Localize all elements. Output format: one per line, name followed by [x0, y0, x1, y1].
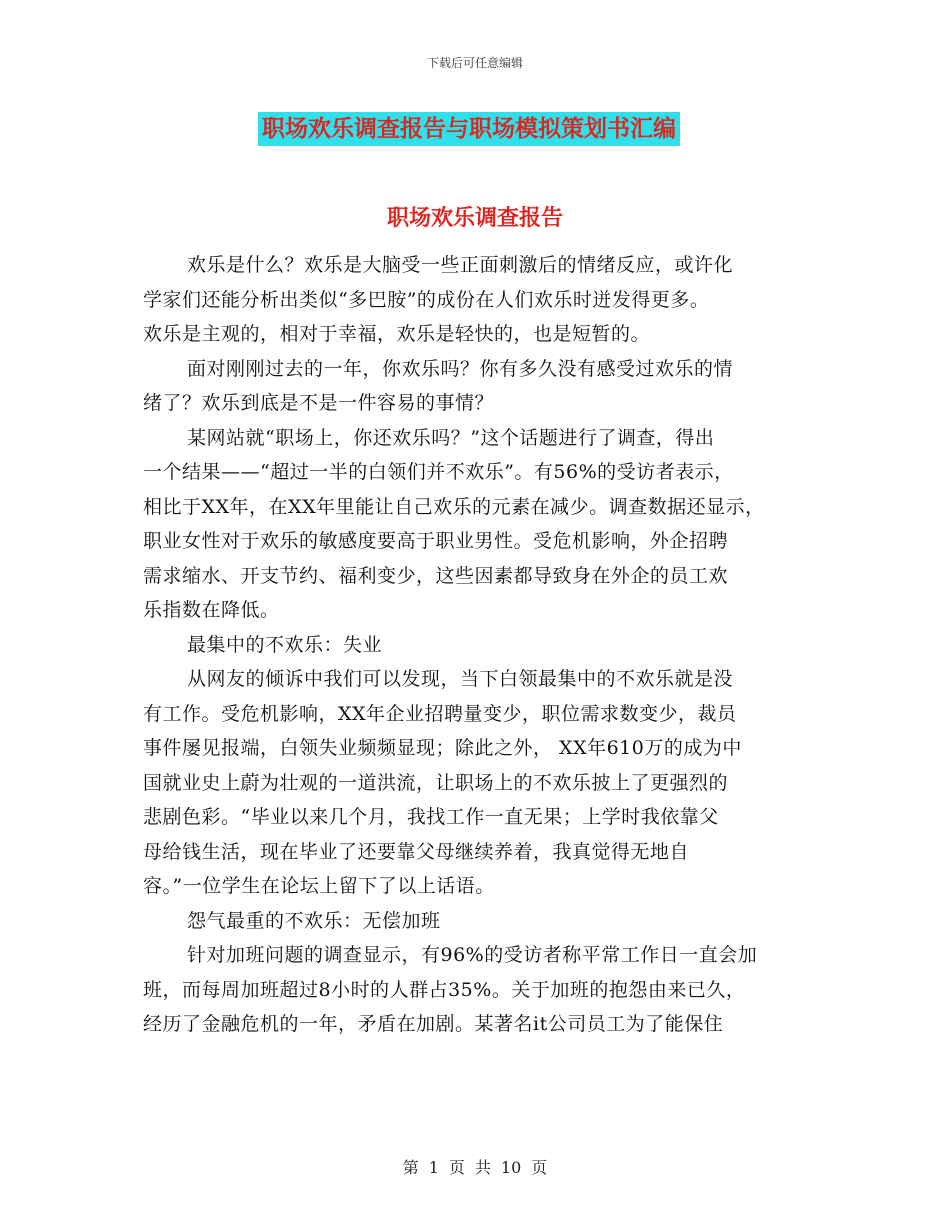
paragraph-line: 绪了？欢乐到底是不是一件容易的事情？	[143, 392, 495, 414]
page-number: 1	[428, 1158, 439, 1177]
footer-page-word: 页	[448, 1158, 465, 1177]
paragraph-line: 欢乐是什么？欢乐是大脑受一些正面刺激后的情绪反应，或许化	[187, 254, 734, 276]
paragraph-line: 班，而每周加班超过8小时的人群占35%。关于加班的抱怨由来已久，	[143, 978, 746, 1001]
paragraph-line: 容。”一位学生在论坛上留下了以上话语。	[143, 875, 495, 897]
paragraph-line: 职业女性对于欢乐的敏感度要高于职业男性。受危机影响，外企招聘	[143, 530, 729, 552]
footer-total-word: 共	[474, 1158, 491, 1177]
paragraph-line: 需求缩水、开支节约、福利变少，这些因素都导致身在外企的员工欢	[143, 564, 729, 587]
paragraph-line: 国就业史上蔚为壮观的一道洪流，让职场上的不欢乐披上了更强烈的	[143, 771, 729, 794]
header-note: 下载后可任意编辑	[426, 56, 523, 70]
paragraph-line: 悲剧色彩。“毕业以来几个月，我找工作一直无果；上学时我依靠父	[143, 806, 719, 828]
section-title: 职场欢乐调查报告	[386, 205, 563, 231]
paragraph-line: 欢乐是主观的，相对于幸福，欢乐是轻快的，也是短暂的。	[143, 323, 651, 345]
paragraph-line: 面对刚刚过去的一年，你欢乐吗？你有多久没有感受过欢乐的情	[187, 357, 734, 380]
paragraph-line: 母给钱生活，现在毕业了还要靠父母继续养着，我真觉得无地自	[143, 840, 690, 863]
body-text	[143, 248, 813, 1042]
footer-prefix: 第	[402, 1158, 419, 1177]
paragraph-line: 针对加班问题的调查显示，有96%的受访者称平常工作日一直会加	[187, 944, 758, 966]
section-heading-unemployment: 最集中的不欢乐：失业	[187, 633, 383, 656]
paragraph-line: 学家们还能分析出类似“多巴胺”的成份在人们欢乐时迸发得更多。	[143, 288, 710, 311]
paragraph-line: 乐指数在降低。	[143, 599, 280, 621]
footer-suffix: 页	[531, 1158, 548, 1177]
paragraph-line: 某网站就“职场上，你还欢乐吗？”这个话题进行了调查，得出	[187, 426, 715, 449]
document-main-title: 职场欢乐调查报告与职场模拟策划书汇编	[258, 112, 680, 146]
section-heading-overtime: 怨气最重的不欢乐：无偿加班	[187, 909, 441, 932]
paragraph-line: 事件屡见报端，白领失业频频显现；除此之外， XX年610万的成为中	[143, 737, 742, 759]
total-pages: 10	[500, 1158, 522, 1177]
paragraph-line: 经历了金融危机的一年，矛盾在加剧。某著名it公司员工为了能保住	[143, 1013, 724, 1035]
page-footer	[0, 1155, 950, 1178]
paragraph-line: 一个结果——“超过一半的白领们并不欢乐”。有56%的受访者表示，	[143, 461, 734, 483]
paragraph-line: 从网友的倾诉中我们可以发现，当下白领最集中的不欢乐就是没	[187, 668, 734, 690]
paragraph-line: 有工作。受危机影响，XX年企业招聘量变少，职位需求数变少，裁员	[143, 702, 737, 725]
paragraph-line: 相比于XX年，在XX年里能让自己欢乐的元素在减少。调查数据还显示，	[143, 495, 765, 518]
